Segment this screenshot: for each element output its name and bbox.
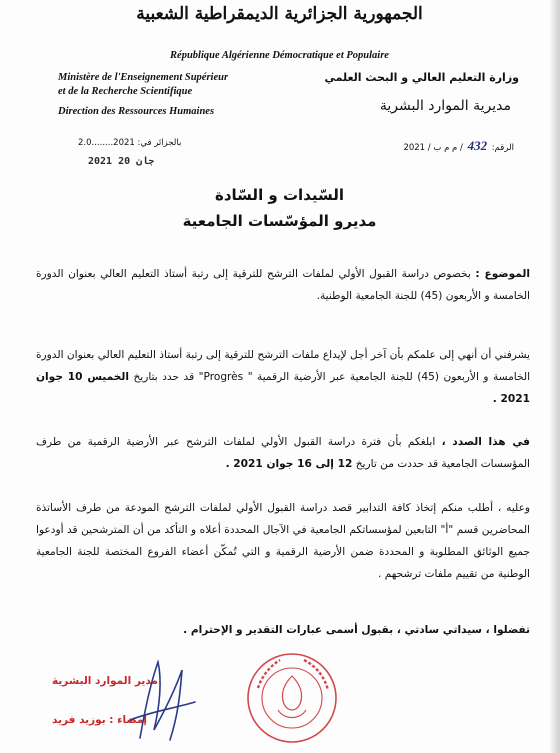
review-period-dates: 12 إلى 16 جوان 2021 . [225,458,353,470]
deadline-date: الخميس 10 جوان 2021 . [36,371,530,405]
paragraph-instructions: وعليه ، أطلب منكم إتخاذ كافة التدابير قصد دراسة القبول الأولي لملفات الترشح المودعة من طرف الأساتذة المحاضرين قسم "أ" التابعين لمؤسساتكم الجامعية في الآجال المحددة أعلاه و التأكد من أن المترشحين قد أودعوا جميع الوثائق المطلوبة و المحددة ضمن الأرضية الرقمية و التي تُمكّن أعضاء الفروع المختصة للجنة الجامعية الوطنية من تقييم ملفات ترشحهم . [36,502,530,580]
signature-title: مدير الموارد البشرية [52,675,158,687]
reference-label: الرقم: [491,143,514,153]
paragraph-review-period [36,431,530,475]
reference-number: 432 [467,138,488,153]
republic-title-arabic: الجمهورية الجزائرية الديمقراطية الشعبية [136,4,423,24]
paragraph-review-lead: في هذا الصدد ، [441,436,530,448]
republic-title-french: République Algérienne Démocratique et Populaire [170,50,389,61]
closing-line: تفضلوا ، سيداتي سادتي ، بقبول أسمى عبارات التقدير و الإحترام . [183,624,530,636]
signature-name: إمضاء : بوزيد فريد [52,714,147,726]
paragraph-deadline [36,344,530,410]
reference-line [403,138,514,154]
date-prefix: بالجزائر في: [137,138,182,148]
direction-french: Direction des Ressources Humaines [58,106,215,117]
subject-paragraph [36,263,530,307]
addressee-line1: السّيدات و السّادة [214,186,345,204]
official-seal-stamp [244,648,340,748]
paragraph-deadline-text: يشرفني أن أنهي إلى علمكم بأن آخر أجل لإيداع ملفات الترشح للترقية إلى رتبة أستاذ التعليم العالي بعنوان الدورة الخامسة و الأربعون (45) للجنة الجامعية عبر الأرضية الرقمية " Progrès" قد حدد بتاريخ [36,349,531,383]
ministry-fr-line1: Ministère de l'Enseignement Supérieur [58,72,229,83]
date-stamp: 2021 جان 20 [88,156,155,167]
date-written: 2021........2.0 [78,138,135,148]
handwritten-signature [120,650,200,745]
paragraph-review-text: ابلغكم بأن فترة دراسة القبول الأولي لملفات الترشح عبر الأرضية الرقمية من طرف المؤسسات الجامعية قد حددت من تاريخ [36,436,530,470]
addressee-line2: مديرو المؤسّسات الجامعية [182,212,377,230]
subject-text: بخصوص دراسة القبول الأولي لملفات الترشح للترقية إلى رتبة أستاذ التعليم العالي بعنوان الدورة الخامسة و الأربعون (45) للجنة الجامعية الوطنية. [36,268,530,302]
reference-suffix: / م م ب / 2021 [403,143,463,153]
ministry-block-french [58,71,288,119]
direction-arabic: مديرية الموارد البشرية [379,98,511,114]
subject-label: الموضوع : [475,268,530,280]
date-line [78,138,181,148]
ministry-arabic: وزارة التعليم العالي و البحث العلمي [324,71,519,84]
page-edge-shadow [549,0,559,753]
ministry-fr-line2: et de la Recherche Scientifique [58,86,193,97]
